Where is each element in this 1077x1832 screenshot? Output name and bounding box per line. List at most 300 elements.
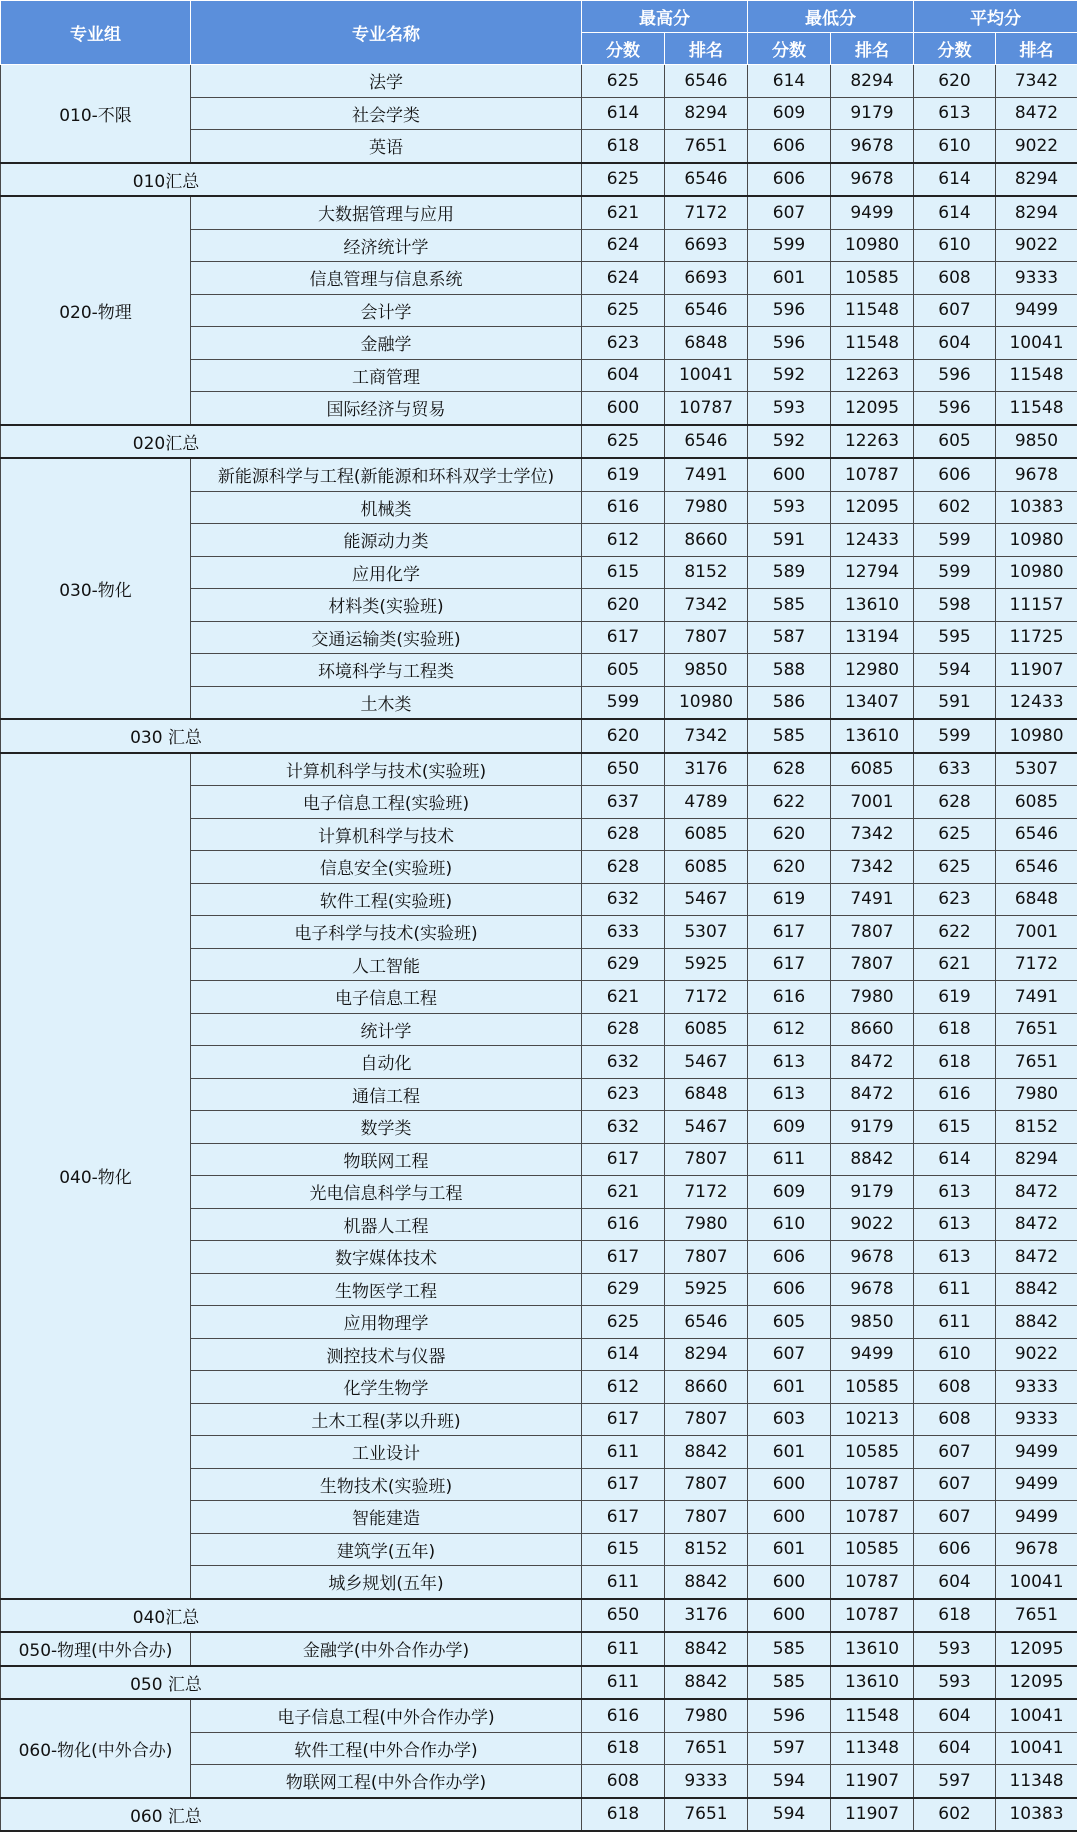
max-rank-cell: 3176 xyxy=(665,753,748,786)
summary-avg-rank-cell: 9850 xyxy=(996,425,1077,459)
min-score-cell: 601 xyxy=(748,1436,831,1469)
min-score-cell: 613 xyxy=(748,1046,831,1079)
avg-score-cell: 598 xyxy=(914,589,996,622)
max-rank-cell: 6085 xyxy=(665,851,748,884)
max-score-cell: 625 xyxy=(582,1306,665,1339)
table-row xyxy=(1,1699,1077,1732)
avg-score-cell: 604 xyxy=(914,1699,996,1732)
min-rank-cell: 8294 xyxy=(831,65,914,98)
min-score-cell: 589 xyxy=(748,556,831,589)
avg-rank-cell: 10980 xyxy=(996,524,1077,557)
max-score-cell: 604 xyxy=(582,359,665,392)
avg-rank-cell: 11725 xyxy=(996,621,1077,654)
avg-score-cell: 610 xyxy=(914,229,996,262)
avg-rank-cell: 9499 xyxy=(996,1501,1077,1534)
avg-rank-cell: 10041 xyxy=(996,1732,1077,1765)
avg-score-cell: 604 xyxy=(914,1732,996,1765)
max-score-cell: 612 xyxy=(582,1371,665,1404)
max-score-cell: 629 xyxy=(582,1273,665,1306)
avg-rank-cell: 11548 xyxy=(996,392,1077,425)
avg-score-cell: 606 xyxy=(914,458,996,491)
major-name-cell: 测控技术与仪器 xyxy=(191,1338,582,1371)
summary-avg-rank-cell: 7651 xyxy=(996,1599,1077,1633)
major-name-cell: 软件工程(实验班) xyxy=(191,883,582,916)
max-rank-cell: 7651 xyxy=(665,1732,748,1765)
min-score-cell: 587 xyxy=(748,621,831,654)
header-average-score: 分数 xyxy=(914,33,996,65)
summary-label-cell: 010汇总 xyxy=(1,163,582,197)
min-rank-cell: 13610 xyxy=(831,1632,914,1666)
max-score-cell: 612 xyxy=(582,524,665,557)
summary-avg-score-cell: 614 xyxy=(914,163,996,197)
major-name-cell: 数学类 xyxy=(191,1111,582,1144)
major-name-cell: 光电信息科学与工程 xyxy=(191,1176,582,1209)
max-score-cell: 624 xyxy=(582,229,665,262)
major-name-cell: 大数据管理与应用 xyxy=(191,196,582,229)
max-rank-cell: 7491 xyxy=(665,458,748,491)
min-score-cell: 612 xyxy=(748,1013,831,1046)
max-score-cell: 625 xyxy=(582,294,665,327)
summary-min-rank-cell: 9678 xyxy=(831,163,914,197)
major-name-cell: 物联网工程 xyxy=(191,1143,582,1176)
major-name-cell: 社会学类 xyxy=(191,97,582,130)
min-rank-cell: 6085 xyxy=(831,753,914,786)
max-score-cell: 628 xyxy=(582,818,665,851)
major-name-cell: 生物医学工程 xyxy=(191,1273,582,1306)
max-rank-cell: 8842 xyxy=(665,1566,748,1599)
min-rank-cell: 11548 xyxy=(831,1699,914,1732)
min-score-cell: 588 xyxy=(748,654,831,687)
min-score-cell: 610 xyxy=(748,1208,831,1241)
max-rank-cell: 8660 xyxy=(665,1371,748,1404)
max-rank-cell: 7172 xyxy=(665,196,748,229)
min-rank-cell: 9678 xyxy=(831,1241,914,1274)
max-score-cell: 615 xyxy=(582,556,665,589)
max-score-cell: 617 xyxy=(582,1143,665,1176)
min-score-cell: 600 xyxy=(748,1468,831,1501)
min-score-cell: 609 xyxy=(748,1176,831,1209)
max-score-cell: 617 xyxy=(582,1403,665,1436)
min-score-cell: 585 xyxy=(748,1632,831,1666)
avg-score-cell: 613 xyxy=(914,1208,996,1241)
summary-row xyxy=(1,719,1077,753)
max-score-cell: 628 xyxy=(582,1013,665,1046)
summary-max-rank-cell: 6546 xyxy=(665,425,748,459)
summary-avg-rank-cell: 10383 xyxy=(996,1798,1077,1832)
avg-score-cell: 611 xyxy=(914,1306,996,1339)
major-name-cell: 土木类 xyxy=(191,686,582,719)
min-rank-cell: 13610 xyxy=(831,589,914,622)
summary-max-score-cell: 611 xyxy=(582,1666,665,1700)
avg-score-cell: 633 xyxy=(914,753,996,786)
avg-rank-cell: 8472 xyxy=(996,1176,1077,1209)
avg-rank-cell: 9499 xyxy=(996,294,1077,327)
avg-rank-cell: 7342 xyxy=(996,65,1077,98)
summary-min-score-cell: 592 xyxy=(748,425,831,459)
min-score-cell: 607 xyxy=(748,196,831,229)
summary-label-cell: 060 汇总 xyxy=(1,1798,582,1832)
header-average-rank: 排名 xyxy=(996,33,1077,65)
major-name-cell: 软件工程(中外合作办学) xyxy=(191,1732,582,1765)
major-name-cell: 交通运输类(实验班) xyxy=(191,621,582,654)
min-rank-cell: 10787 xyxy=(831,1501,914,1534)
avg-rank-cell: 8152 xyxy=(996,1111,1077,1144)
avg-score-cell: 623 xyxy=(914,883,996,916)
avg-score-cell: 596 xyxy=(914,392,996,425)
avg-score-cell: 620 xyxy=(914,65,996,98)
min-rank-cell: 13407 xyxy=(831,686,914,719)
avg-score-cell: 610 xyxy=(914,130,996,163)
major-name-cell: 金融学 xyxy=(191,327,582,360)
group-cell: 040-物化 xyxy=(1,753,191,1599)
summary-max-score-cell: 618 xyxy=(582,1798,665,1832)
avg-score-cell: 608 xyxy=(914,1371,996,1404)
min-score-cell: 611 xyxy=(748,1143,831,1176)
max-rank-cell: 10980 xyxy=(665,686,748,719)
max-rank-cell: 6848 xyxy=(665,327,748,360)
major-name-cell: 新能源科学与工程(新能源和环科双学士学位) xyxy=(191,458,582,491)
max-score-cell: 615 xyxy=(582,1533,665,1566)
summary-row xyxy=(1,1599,1077,1633)
max-rank-cell: 6546 xyxy=(665,294,748,327)
avg-rank-cell: 8294 xyxy=(996,1143,1077,1176)
min-score-cell: 596 xyxy=(748,294,831,327)
min-score-cell: 617 xyxy=(748,948,831,981)
min-score-cell: 603 xyxy=(748,1403,831,1436)
max-rank-cell: 5467 xyxy=(665,883,748,916)
group-cell: 060-物化(中外合办) xyxy=(1,1699,191,1798)
avg-score-cell: 625 xyxy=(914,818,996,851)
max-rank-cell: 8294 xyxy=(665,97,748,130)
avg-score-cell: 608 xyxy=(914,262,996,295)
avg-rank-cell: 10980 xyxy=(996,556,1077,589)
avg-rank-cell: 5307 xyxy=(996,753,1077,786)
table-row xyxy=(1,753,1077,786)
max-rank-cell: 8152 xyxy=(665,1533,748,1566)
major-name-cell: 信息管理与信息系统 xyxy=(191,262,582,295)
avg-rank-cell: 7651 xyxy=(996,1046,1077,1079)
avg-rank-cell: 6546 xyxy=(996,818,1077,851)
major-name-cell: 生物技术(实验班) xyxy=(191,1468,582,1501)
avg-rank-cell: 12095 xyxy=(996,1632,1077,1666)
summary-row xyxy=(1,1798,1077,1832)
summary-min-rank-cell: 11907 xyxy=(831,1798,914,1832)
avg-rank-cell: 8472 xyxy=(996,1208,1077,1241)
avg-rank-cell: 8842 xyxy=(996,1273,1077,1306)
max-rank-cell: 7651 xyxy=(665,130,748,163)
table-row xyxy=(1,65,1077,98)
avg-rank-cell: 9333 xyxy=(996,1371,1077,1404)
min-score-cell: 597 xyxy=(748,1732,831,1765)
max-rank-cell: 5307 xyxy=(665,916,748,949)
min-rank-cell: 7491 xyxy=(831,883,914,916)
min-rank-cell: 12095 xyxy=(831,392,914,425)
avg-rank-cell: 9022 xyxy=(996,1338,1077,1371)
min-rank-cell: 7342 xyxy=(831,851,914,884)
header-group: 专业组 xyxy=(1,1,191,65)
min-rank-cell: 11548 xyxy=(831,294,914,327)
max-rank-cell: 7807 xyxy=(665,1501,748,1534)
major-name-cell: 能源动力类 xyxy=(191,524,582,557)
min-rank-cell: 7980 xyxy=(831,981,914,1014)
min-rank-cell: 7807 xyxy=(831,948,914,981)
major-name-cell: 工业设计 xyxy=(191,1436,582,1469)
min-rank-cell: 9179 xyxy=(831,1176,914,1209)
avg-rank-cell: 7651 xyxy=(996,1013,1077,1046)
max-score-cell: 632 xyxy=(582,1111,665,1144)
avg-score-cell: 604 xyxy=(914,1566,996,1599)
min-rank-cell: 7807 xyxy=(831,916,914,949)
avg-rank-cell: 9678 xyxy=(996,1533,1077,1566)
summary-min-score-cell: 606 xyxy=(748,163,831,197)
avg-score-cell: 618 xyxy=(914,1046,996,1079)
summary-row xyxy=(1,163,1077,197)
summary-avg-rank-cell: 12095 xyxy=(996,1666,1077,1700)
major-name-cell: 人工智能 xyxy=(191,948,582,981)
summary-min-rank-cell: 13610 xyxy=(831,1666,914,1700)
min-score-cell: 586 xyxy=(748,686,831,719)
major-name-cell: 机器人工程 xyxy=(191,1208,582,1241)
min-rank-cell: 9678 xyxy=(831,130,914,163)
min-rank-cell: 9850 xyxy=(831,1306,914,1339)
avg-score-cell: 607 xyxy=(914,294,996,327)
min-score-cell: 617 xyxy=(748,916,831,949)
avg-score-cell: 607 xyxy=(914,1436,996,1469)
major-name-cell: 自动化 xyxy=(191,1046,582,1079)
major-name-cell: 建筑学(五年) xyxy=(191,1533,582,1566)
min-score-cell: 620 xyxy=(748,851,831,884)
min-rank-cell: 10585 xyxy=(831,1436,914,1469)
summary-min-score-cell: 585 xyxy=(748,719,831,753)
min-score-cell: 605 xyxy=(748,1306,831,1339)
summary-max-rank-cell: 8842 xyxy=(665,1666,748,1700)
major-name-cell: 电子信息工程(中外合作办学) xyxy=(191,1699,582,1732)
max-score-cell: 650 xyxy=(582,753,665,786)
min-rank-cell: 9022 xyxy=(831,1208,914,1241)
max-score-cell: 616 xyxy=(582,491,665,524)
max-score-cell: 617 xyxy=(582,621,665,654)
min-score-cell: 614 xyxy=(748,65,831,98)
avg-score-cell: 613 xyxy=(914,1176,996,1209)
major-name-cell: 智能建造 xyxy=(191,1501,582,1534)
summary-max-score-cell: 620 xyxy=(582,719,665,753)
min-score-cell: 593 xyxy=(748,491,831,524)
max-score-cell: 628 xyxy=(582,851,665,884)
min-score-cell: 609 xyxy=(748,1111,831,1144)
min-rank-cell: 12794 xyxy=(831,556,914,589)
avg-score-cell: 625 xyxy=(914,851,996,884)
summary-min-rank-cell: 10787 xyxy=(831,1599,914,1633)
min-rank-cell: 10585 xyxy=(831,1371,914,1404)
avg-rank-cell: 9333 xyxy=(996,262,1077,295)
min-rank-cell: 8472 xyxy=(831,1046,914,1079)
min-score-cell: 622 xyxy=(748,786,831,819)
max-rank-cell: 4789 xyxy=(665,786,748,819)
avg-rank-cell: 11907 xyxy=(996,654,1077,687)
avg-rank-cell: 9499 xyxy=(996,1436,1077,1469)
table-header xyxy=(1,1,1077,65)
table-body xyxy=(1,65,1077,1832)
major-name-cell: 经济统计学 xyxy=(191,229,582,262)
max-score-cell: 632 xyxy=(582,883,665,916)
min-score-cell: 600 xyxy=(748,1501,831,1534)
min-score-cell: 596 xyxy=(748,327,831,360)
min-rank-cell: 9678 xyxy=(831,1273,914,1306)
max-rank-cell: 10787 xyxy=(665,392,748,425)
avg-score-cell: 610 xyxy=(914,1338,996,1371)
min-rank-cell: 11348 xyxy=(831,1732,914,1765)
max-score-cell: 617 xyxy=(582,1241,665,1274)
min-score-cell: 628 xyxy=(748,753,831,786)
avg-rank-cell: 6848 xyxy=(996,883,1077,916)
avg-rank-cell: 8472 xyxy=(996,1241,1077,1274)
max-score-cell: 621 xyxy=(582,1176,665,1209)
max-score-cell: 605 xyxy=(582,654,665,687)
min-score-cell: 606 xyxy=(748,1273,831,1306)
min-rank-cell: 10787 xyxy=(831,1468,914,1501)
max-score-cell: 621 xyxy=(582,981,665,1014)
max-rank-cell: 9850 xyxy=(665,654,748,687)
major-name-cell: 电子科学与技术(实验班) xyxy=(191,916,582,949)
max-rank-cell: 7807 xyxy=(665,1468,748,1501)
summary-label-cell: 050 汇总 xyxy=(1,1666,582,1700)
major-name-cell: 环境科学与工程类 xyxy=(191,654,582,687)
major-name-cell: 英语 xyxy=(191,130,582,163)
max-rank-cell: 7172 xyxy=(665,1176,748,1209)
min-score-cell: 609 xyxy=(748,97,831,130)
max-score-cell: 617 xyxy=(582,1468,665,1501)
min-rank-cell: 7001 xyxy=(831,786,914,819)
summary-max-score-cell: 625 xyxy=(582,425,665,459)
min-score-cell: 591 xyxy=(748,524,831,557)
avg-score-cell: 594 xyxy=(914,654,996,687)
min-rank-cell: 9499 xyxy=(831,196,914,229)
min-rank-cell: 10585 xyxy=(831,262,914,295)
max-score-cell: 619 xyxy=(582,458,665,491)
min-score-cell: 601 xyxy=(748,262,831,295)
avg-score-cell: 596 xyxy=(914,359,996,392)
max-rank-cell: 5467 xyxy=(665,1111,748,1144)
group-cell: 030-物化 xyxy=(1,458,191,719)
max-rank-cell: 8152 xyxy=(665,556,748,589)
group-cell: 010-不限 xyxy=(1,65,191,163)
min-score-cell: 599 xyxy=(748,229,831,262)
max-score-cell: 614 xyxy=(582,1338,665,1371)
header-major: 专业名称 xyxy=(191,1,582,65)
avg-score-cell: 599 xyxy=(914,524,996,557)
avg-rank-cell: 12433 xyxy=(996,686,1077,719)
max-rank-cell: 7807 xyxy=(665,1403,748,1436)
min-rank-cell: 10585 xyxy=(831,1533,914,1566)
summary-min-score-cell: 585 xyxy=(748,1666,831,1700)
avg-rank-cell: 9678 xyxy=(996,458,1077,491)
min-score-cell: 594 xyxy=(748,1765,831,1798)
min-rank-cell: 12095 xyxy=(831,491,914,524)
avg-score-cell: 595 xyxy=(914,621,996,654)
min-score-cell: 600 xyxy=(748,458,831,491)
avg-score-cell: 619 xyxy=(914,981,996,1014)
summary-label-cell: 040汇总 xyxy=(1,1599,582,1633)
avg-score-cell: 616 xyxy=(914,1078,996,1111)
avg-rank-cell: 7980 xyxy=(996,1078,1077,1111)
max-score-cell: 621 xyxy=(582,196,665,229)
major-name-cell: 城乡规划(五年) xyxy=(191,1566,582,1599)
max-score-cell: 620 xyxy=(582,589,665,622)
max-score-cell: 618 xyxy=(582,1732,665,1765)
max-score-cell: 629 xyxy=(582,948,665,981)
min-rank-cell: 10787 xyxy=(831,1566,914,1599)
avg-score-cell: 604 xyxy=(914,327,996,360)
max-rank-cell: 9333 xyxy=(665,1765,748,1798)
max-rank-cell: 7807 xyxy=(665,1241,748,1274)
avg-rank-cell: 10041 xyxy=(996,327,1077,360)
header-highest: 最高分 xyxy=(582,1,748,33)
max-score-cell: 637 xyxy=(582,786,665,819)
min-rank-cell: 8842 xyxy=(831,1143,914,1176)
avg-rank-cell: 6546 xyxy=(996,851,1077,884)
min-score-cell: 607 xyxy=(748,1338,831,1371)
summary-label-cell: 030 汇总 xyxy=(1,719,582,753)
avg-rank-cell: 7001 xyxy=(996,916,1077,949)
avg-score-cell: 621 xyxy=(914,948,996,981)
max-rank-cell: 6546 xyxy=(665,65,748,98)
min-rank-cell: 10980 xyxy=(831,229,914,262)
summary-label-cell: 020汇总 xyxy=(1,425,582,459)
avg-score-cell: 591 xyxy=(914,686,996,719)
table-row xyxy=(1,458,1077,491)
major-name-cell: 应用物理学 xyxy=(191,1306,582,1339)
major-name-cell: 土木工程(茅以升班) xyxy=(191,1403,582,1436)
avg-rank-cell: 11548 xyxy=(996,359,1077,392)
summary-max-rank-cell: 3176 xyxy=(665,1599,748,1633)
max-rank-cell: 6848 xyxy=(665,1078,748,1111)
major-name-cell: 电子信息工程 xyxy=(191,981,582,1014)
header-lowest-rank: 排名 xyxy=(831,33,914,65)
min-score-cell: 592 xyxy=(748,359,831,392)
min-rank-cell: 9499 xyxy=(831,1338,914,1371)
avg-rank-cell: 8842 xyxy=(996,1306,1077,1339)
avg-score-cell: 606 xyxy=(914,1533,996,1566)
min-score-cell: 596 xyxy=(748,1699,831,1732)
header-highest-score: 分数 xyxy=(582,33,665,65)
major-name-cell: 国际经济与贸易 xyxy=(191,392,582,425)
min-score-cell: 601 xyxy=(748,1533,831,1566)
avg-score-cell: 608 xyxy=(914,1403,996,1436)
max-score-cell: 625 xyxy=(582,65,665,98)
major-name-cell: 工商管理 xyxy=(191,359,582,392)
major-name-cell: 金融学(中外合作办学) xyxy=(191,1632,582,1666)
min-score-cell: 593 xyxy=(748,392,831,425)
min-rank-cell: 11907 xyxy=(831,1765,914,1798)
summary-min-rank-cell: 12263 xyxy=(831,425,914,459)
min-rank-cell: 8660 xyxy=(831,1013,914,1046)
group-cell: 020-物理 xyxy=(1,196,191,425)
max-score-cell: 632 xyxy=(582,1046,665,1079)
max-rank-cell: 5467 xyxy=(665,1046,748,1079)
max-rank-cell: 6085 xyxy=(665,1013,748,1046)
major-name-cell: 机械类 xyxy=(191,491,582,524)
min-rank-cell: 13194 xyxy=(831,621,914,654)
max-rank-cell: 6546 xyxy=(665,1306,748,1339)
avg-score-cell: 614 xyxy=(914,196,996,229)
min-score-cell: 619 xyxy=(748,883,831,916)
summary-min-score-cell: 600 xyxy=(748,1599,831,1633)
min-rank-cell: 10213 xyxy=(831,1403,914,1436)
avg-rank-cell: 9022 xyxy=(996,229,1077,262)
major-name-cell: 物联网工程(中外合作办学) xyxy=(191,1765,582,1798)
min-rank-cell: 9179 xyxy=(831,1111,914,1144)
min-rank-cell: 9179 xyxy=(831,97,914,130)
